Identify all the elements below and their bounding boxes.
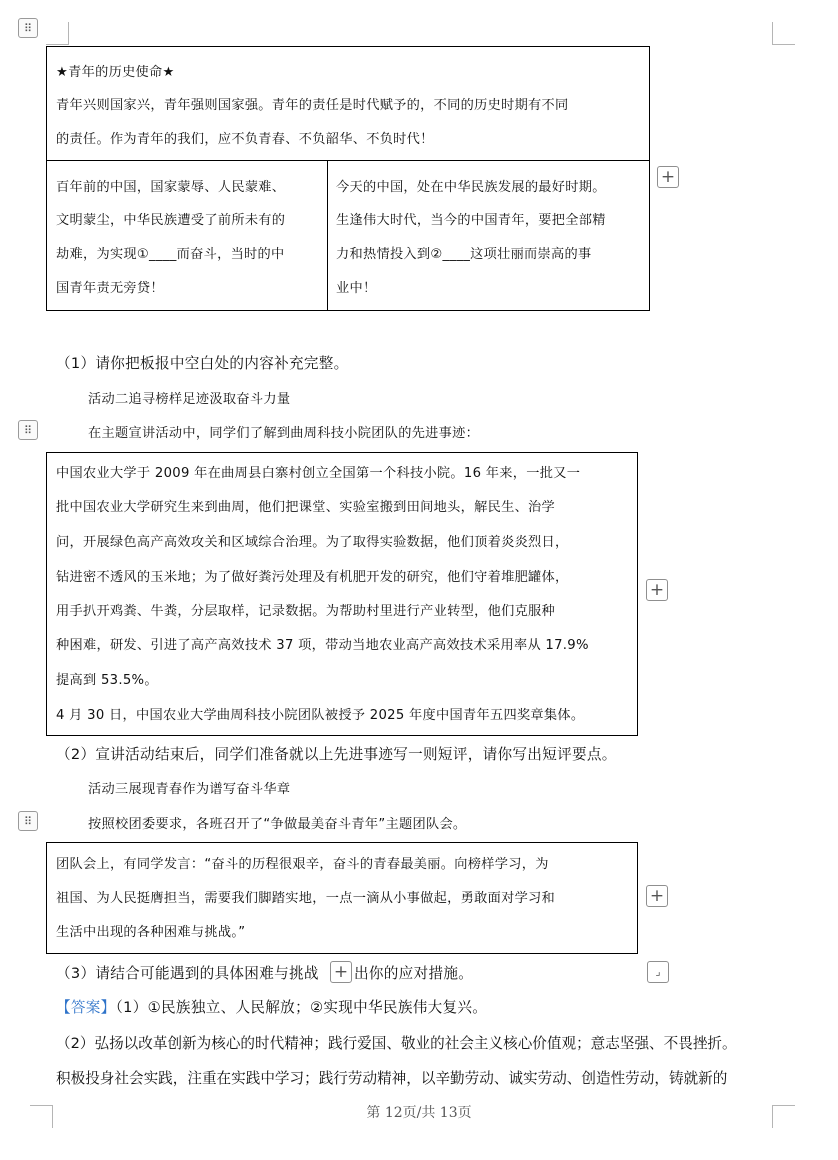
board-left-line-4: 国青年责无旁贷！ xyxy=(56,281,164,296)
board-right-line-3: 力和热情投入到②____这项壮丽而崇高的事 xyxy=(336,247,592,262)
answer-tag: 【答案】 xyxy=(56,999,116,1016)
speech-line-2: 祖国、为人民挺膺担当，需要我们脚踏实地，一点一滴从小事做起，勇敢面对学习和 xyxy=(56,891,556,906)
board-right-line-1: 今天的中国，处在中华民族发展的最好时期。 xyxy=(336,180,606,195)
answer-1-row xyxy=(56,996,487,1017)
add-row-button-2[interactable]: + xyxy=(646,579,668,601)
board-intro-line-2: 的责任。作为青年的我们，应不负青春、不负韶华、不负时代！ xyxy=(56,132,434,147)
board-left-line-1: 百年前的中国，国家蒙辱、人民蒙难、 xyxy=(56,180,286,195)
question-3-part-2: 出你的应对措施。 xyxy=(354,965,474,982)
activity-3-intro: 按照校团委要求，各班召开了“争做最美奋斗青年”主题团队会。 xyxy=(88,817,467,832)
question-2: （2）宣讲活动结束后，同学们准备就以上先进事迹写一则短评，请你写出短评要点。 xyxy=(56,746,617,763)
table-move-handle-2[interactable]: ⠿ xyxy=(18,420,38,440)
corner-mark-top-right xyxy=(772,22,795,45)
board-intro-line-1: 青年兴则国家兴，青年强则国家强。青年的责任是时代赋予的，不同的历史时期有不同 xyxy=(56,98,569,113)
story-line-6: 种困难，研发、引进了高产高效技术 37 项，带动当地农业高产高效技术采用率从 17.9% xyxy=(56,638,589,653)
story-line-3: 问，开展绿色高产高效攻关和区域综合治理。为了取得实验数据，他们顶着炎炎烈日， xyxy=(56,535,569,550)
corner-mark-top-left xyxy=(46,22,69,45)
story-table xyxy=(46,452,638,736)
board-divider-vertical xyxy=(327,160,328,311)
story-line-1: 中国农业大学于 2009 年在曲周县白寨村创立全国第一个科技小院。16 年来，一批又一 xyxy=(56,466,581,481)
speech-line-1: 团队会上，有同学发言：“奋斗的历程很艰辛，奋斗的青春最美丽。向榜样学习，为 xyxy=(56,857,549,872)
activity-2-title: 活动二追寻榜样足迹汲取奋斗力量 xyxy=(88,392,291,407)
add-row-button-4[interactable]: + xyxy=(330,961,352,983)
board-left-line-3: 劫难，为实现①____而奋斗，当时的中 xyxy=(56,247,285,262)
question-1: （1）请你把板报中空白处的内容补充完整。 xyxy=(56,355,349,372)
board-right-line-4: 业中！ xyxy=(336,281,377,296)
activity-3-title: 活动三展现青春作为谱写奋斗华章 xyxy=(88,782,291,797)
story-line-4: 钻进密不透风的玉米地；为了做好粪污处理及有机肥开发的研究，他们守着堆肥罐体， xyxy=(56,570,569,585)
question-3-part-1: （3）请结合可能遇到的具体困难与挑战 xyxy=(56,965,319,982)
board-divider-horizontal xyxy=(46,160,650,161)
board-title: ★青年的历史使命★ xyxy=(56,65,175,80)
story-line-5: 用手扒开鸡粪、牛粪，分层取样，记录数据。为帮助村里进行产业转型，他们克服种 xyxy=(56,604,556,619)
table-move-handle-3[interactable]: ⠿ xyxy=(18,811,38,831)
board-left-line-2: 文明蒙尘，中华民族遭受了前所未有的 xyxy=(56,213,286,228)
board-right-line-2: 生逢伟大时代，当今的中国青年，要把全部精 xyxy=(336,213,606,228)
answer-1: （1）①民族独立、人民解放；②实现中华民族伟大复兴。 xyxy=(115,999,488,1016)
add-row-button-1[interactable]: + xyxy=(657,166,679,188)
story-line-8: 4 月 30 日，中国农业大学曲周科技小院团队被授予 2025 年度中国青年五四奖章集体。 xyxy=(56,708,585,723)
answer-2-line-1: （2）弘扬以改革创新为核心的时代精神；践行爱国、敬业的社会主义核心价值观；意志坚强、不畏挫折。 xyxy=(56,1035,737,1052)
speech-line-3: 生活中出现的各种困难与挑战。” xyxy=(56,925,246,940)
answer-2-line-2: 积极投身社会实践，注重在实践中学习；践行劳动精神，以辛勤劳动、诚实劳动、创造性劳动，铸就新的 xyxy=(56,1070,728,1087)
activity-2-intro: 在主题宣讲活动中，同学们了解到曲周科技小院团队的先进事迹： xyxy=(88,426,480,441)
story-line-2: 批中国农业大学研究生来到曲周，他们把课堂、实验室搬到田间地头，解民生、治学 xyxy=(56,500,556,515)
story-line-7: 提高到 53.5%。 xyxy=(56,673,158,688)
page-footer: 第 12页/共 13页 xyxy=(366,1105,472,1121)
add-row-button-3[interactable]: + xyxy=(646,885,668,907)
table-resize-handle[interactable]: ⌟ xyxy=(647,961,669,983)
table-move-handle-1[interactable]: ⠿ xyxy=(18,18,38,38)
